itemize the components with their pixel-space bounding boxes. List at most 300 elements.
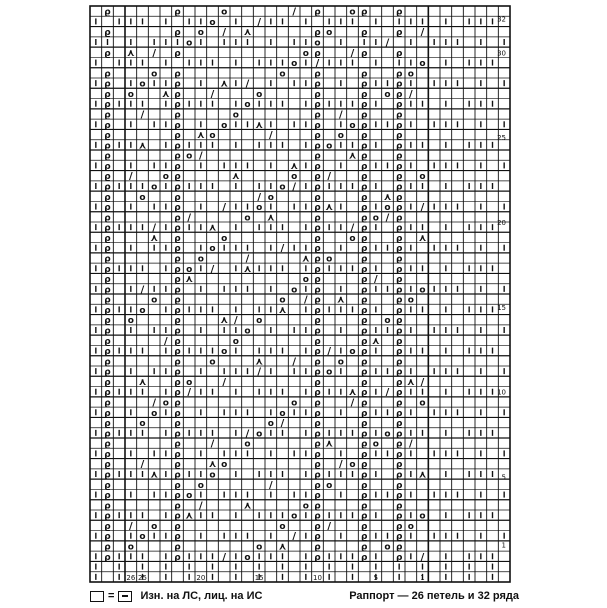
twisted-knit-symbol: ϱ <box>174 110 181 121</box>
decrease-symbol: / <box>339 459 343 471</box>
double-decrease-symbol: ⋏ <box>138 140 147 152</box>
twisted-knit-symbol: ϱ <box>395 69 403 80</box>
twisted-knit-symbol: ϱ <box>395 305 403 316</box>
twisted-knit-symbol: ϱ <box>174 347 181 358</box>
twisted-knit-symbol: ϱ <box>395 491 403 502</box>
twisted-knit-symbol: ϱ <box>174 439 181 450</box>
twisted-knit-symbol: ϱ <box>174 367 181 378</box>
twisted-knit-symbol: ϱ <box>174 275 181 286</box>
twisted-knit-symbol: ϱ <box>174 460 181 471</box>
yarn-over-symbol: o <box>419 59 426 70</box>
twisted-knit-symbol: ϱ <box>395 398 403 409</box>
decrease-symbol: / <box>327 171 331 183</box>
twisted-knit-symbol: ϱ <box>104 120 111 131</box>
yarn-over-symbol: o <box>139 192 146 203</box>
double-decrease-symbol: ⋏ <box>243 500 252 512</box>
twisted-knit-symbol: ϱ <box>360 100 368 111</box>
twisted-knit-symbol: ϱ <box>360 347 368 358</box>
twisted-knit-symbol: ϱ <box>104 470 111 481</box>
double-decrease-symbol: ⋏ <box>196 130 205 142</box>
twisted-knit-symbol: ϱ <box>360 7 368 18</box>
yarn-over-symbol: o <box>279 408 286 419</box>
yarn-over-symbol: o <box>372 439 379 450</box>
yarn-over-symbol: o <box>256 316 263 327</box>
twisted-knit-symbol: ϱ <box>395 110 403 121</box>
twisted-knit-symbol: ϱ <box>360 542 368 553</box>
twisted-knit-symbol: ϱ <box>314 172 321 183</box>
decrease-symbol: / <box>129 171 133 183</box>
double-decrease-symbol: ⋏ <box>208 222 217 234</box>
twisted-knit-symbol: ϱ <box>104 203 111 214</box>
twisted-knit-symbol: ϱ <box>360 491 368 502</box>
twisted-knit-symbol: ϱ <box>395 316 403 327</box>
twisted-knit-symbol: ϱ <box>314 439 321 450</box>
twisted-knit-symbol: ϱ <box>314 120 321 131</box>
rapport-caption: Раппорт — 26 петель и 32 ряда <box>349 590 519 602</box>
yarn-over-symbol: o <box>279 182 286 193</box>
twisted-knit-symbol: ϱ <box>314 275 321 286</box>
yarn-over-symbol: o <box>267 192 274 203</box>
twisted-knit-symbol: ϱ <box>174 419 181 430</box>
yarn-over-symbol: o <box>186 377 193 388</box>
decrease-symbol: / <box>292 181 296 193</box>
yarn-over-symbol: o <box>221 7 228 18</box>
yarn-over-symbol: o <box>256 89 263 100</box>
yarn-over-symbol: o <box>291 511 298 522</box>
twisted-knit-symbol: ϱ <box>360 336 368 347</box>
yarn-over-symbol: o <box>291 398 298 409</box>
yarn-over-symbol: o <box>384 203 391 214</box>
twisted-knit-symbol: ϱ <box>314 532 321 543</box>
twisted-knit-symbol: ϱ <box>174 511 181 522</box>
twisted-knit-symbol: ϱ <box>314 110 321 121</box>
twisted-knit-symbol: ϱ <box>314 501 321 512</box>
decrease-symbol: / <box>234 315 238 327</box>
twisted-knit-symbol: ϱ <box>395 264 403 275</box>
double-decrease-symbol: ⋏ <box>406 376 415 388</box>
decrease-symbol: / <box>257 16 261 28</box>
twisted-knit-symbol: ϱ <box>395 7 403 18</box>
decrease-symbol: / <box>385 212 390 224</box>
twisted-knit-symbol: ϱ <box>314 182 321 193</box>
twisted-knit-symbol: ϱ <box>174 131 181 142</box>
twisted-knit-symbol: ϱ <box>360 141 368 152</box>
twisted-knit-symbol: ϱ <box>104 419 111 430</box>
twisted-knit-symbol: ϱ <box>314 336 321 347</box>
yarn-over-symbol: o <box>221 233 228 244</box>
twisted-knit-symbol: ϱ <box>395 28 403 39</box>
twisted-knit-symbol: ϱ <box>360 151 368 162</box>
twisted-knit-symbol: ϱ <box>174 305 181 316</box>
twisted-knit-symbol: ϱ <box>395 336 403 347</box>
double-decrease-symbol: ⋏ <box>371 335 380 347</box>
twisted-knit-symbol: ϱ <box>395 542 403 553</box>
double-decrease-symbol: ⋏ <box>348 150 357 162</box>
twisted-knit-symbol: ϱ <box>314 7 321 18</box>
row-number-label: 10 <box>497 388 506 397</box>
double-decrease-symbol: ⋏ <box>220 315 229 327</box>
yarn-over-symbol: o <box>162 398 169 409</box>
stitch-number-label: 25 <box>138 574 147 582</box>
twisted-knit-symbol: ϱ <box>395 48 403 59</box>
twisted-knit-symbol: ϱ <box>395 532 403 543</box>
double-decrease-symbol: ⋏ <box>418 232 427 244</box>
decrease-symbol: / <box>257 366 261 378</box>
stitch-number-label: 15 <box>254 574 264 582</box>
yarn-over-symbol: o <box>419 511 426 522</box>
twisted-knit-symbol: ϱ <box>360 377 368 388</box>
twisted-knit-symbol: ϱ <box>174 398 181 409</box>
twisted-knit-symbol: ϱ <box>395 480 403 491</box>
twisted-knit-symbol: ϱ <box>360 285 368 296</box>
twisted-knit-symbol: ϱ <box>104 192 111 203</box>
twisted-knit-symbol: ϱ <box>360 161 368 172</box>
twisted-knit-symbol: ϱ <box>314 377 321 388</box>
twisted-knit-symbol: ϱ <box>104 449 111 460</box>
decrease-symbol: / <box>245 428 250 440</box>
yarn-over-symbol: o <box>244 100 251 111</box>
yarn-over-symbol: o <box>419 398 426 409</box>
double-decrease-symbol: ⋏ <box>255 119 264 131</box>
yarn-over-symbol: o <box>186 151 193 162</box>
yarn-over-symbol: o <box>419 172 426 183</box>
yarn-over-symbol: o <box>197 254 204 265</box>
twisted-knit-symbol: ϱ <box>360 357 368 368</box>
twisted-knit-symbol: ϱ <box>104 408 111 419</box>
yarn-over-symbol: o <box>221 460 228 471</box>
twisted-knit-symbol: ϱ <box>360 182 368 193</box>
twisted-knit-symbol: ϱ <box>314 48 321 59</box>
twisted-knit-symbol: ϱ <box>360 192 368 203</box>
twisted-knit-symbol: ϱ <box>174 89 181 100</box>
twisted-knit-symbol: ϱ <box>174 254 181 265</box>
twisted-knit-symbol: ϱ <box>395 326 403 337</box>
twisted-knit-symbol: ϱ <box>104 69 111 80</box>
twisted-knit-symbol: ϱ <box>174 326 181 337</box>
yarn-over-symbol: o <box>384 542 391 553</box>
row-number-label: 15 <box>497 303 506 312</box>
yarn-over-symbol: o <box>221 347 228 358</box>
twisted-knit-symbol: ϱ <box>104 552 111 563</box>
twisted-knit-symbol: ϱ <box>174 336 181 347</box>
twisted-knit-symbol: ϱ <box>360 89 368 100</box>
decrease-symbol: / <box>210 88 215 100</box>
twisted-knit-symbol: ϱ <box>314 100 321 111</box>
twisted-knit-symbol: ϱ <box>360 408 368 419</box>
decrease-symbol: / <box>152 47 156 59</box>
yarn-over-symbol: o <box>291 59 298 70</box>
twisted-knit-symbol: ϱ <box>174 233 181 244</box>
twisted-knit-symbol: ϱ <box>395 511 403 522</box>
twisted-knit-symbol: ϱ <box>314 408 321 419</box>
twisted-knit-symbol: ϱ <box>395 285 403 296</box>
twisted-knit-symbol: ϱ <box>314 285 321 296</box>
twisted-knit-symbol: ϱ <box>314 460 321 471</box>
twisted-knit-symbol: ϱ <box>360 501 368 512</box>
twisted-knit-symbol: ϱ <box>395 408 403 419</box>
twisted-knit-symbol: ϱ <box>174 285 181 296</box>
twisted-knit-symbol: ϱ <box>395 521 403 532</box>
decrease-symbol: / <box>269 479 273 491</box>
decrease-symbol: / <box>280 418 285 430</box>
row-number-label: 5 <box>501 473 506 482</box>
decrease-symbol: / <box>199 150 203 162</box>
twisted-knit-symbol: ϱ <box>174 449 181 460</box>
twisted-knit-symbol: ϱ <box>104 326 111 337</box>
yarn-over-symbol: o <box>314 38 321 49</box>
twisted-knit-symbol: ϱ <box>174 182 181 193</box>
decrease-symbol: / <box>315 58 320 70</box>
yarn-over-symbol: o <box>326 480 333 491</box>
twisted-knit-symbol: ϱ <box>104 213 111 224</box>
decrease-symbol: / <box>140 109 145 121</box>
decrease-symbol: / <box>152 222 156 234</box>
yarn-over-symbol: o <box>349 347 356 358</box>
double-decrease-symbol: ⋏ <box>208 459 217 471</box>
twisted-knit-symbol: ϱ <box>360 69 368 80</box>
yarn-over-symbol: o <box>186 264 193 275</box>
yarn-over-symbol: o <box>232 110 239 121</box>
decrease-symbol: / <box>222 27 226 39</box>
twisted-knit-symbol: ϱ <box>314 69 321 80</box>
decrease-symbol: / <box>350 222 355 234</box>
twisted-knit-symbol: ϱ <box>174 48 181 59</box>
decrease-symbol: / <box>327 520 331 532</box>
twisted-knit-symbol: ϱ <box>104 532 111 543</box>
twisted-knit-symbol: ϱ <box>360 28 368 39</box>
twisted-knit-symbol: ϱ <box>395 254 403 265</box>
twisted-knit-symbol: ϱ <box>174 429 181 440</box>
twisted-knit-symbol: ϱ <box>395 429 403 440</box>
twisted-knit-symbol: ϱ <box>395 100 403 111</box>
twisted-knit-symbol: ϱ <box>314 28 321 39</box>
decrease-symbol: / <box>339 109 343 121</box>
yarn-over-symbol: o <box>349 233 356 244</box>
twisted-knit-symbol: ϱ <box>360 203 368 214</box>
twisted-knit-symbol: ϱ <box>104 316 111 327</box>
decrease-symbol: / <box>385 387 390 399</box>
twisted-knit-symbol: ϱ <box>360 552 368 563</box>
yarn-over-symbol: o <box>337 131 344 142</box>
double-decrease-symbol: ⋏ <box>185 510 194 522</box>
twisted-knit-symbol: ϱ <box>104 388 111 399</box>
twisted-knit-symbol: ϱ <box>104 264 111 275</box>
double-decrease-symbol: ⋏ <box>336 294 345 306</box>
twisted-knit-symbol: ϱ <box>104 7 111 18</box>
yarn-over-symbol: o <box>209 131 216 142</box>
twisted-knit-symbol: ϱ <box>314 419 321 430</box>
twisted-knit-symbol: ϱ <box>360 244 368 255</box>
twisted-knit-symbol: ϱ <box>104 182 111 193</box>
twisted-knit-symbol: ϱ <box>395 275 403 286</box>
double-decrease-symbol: ⋏ <box>243 263 252 275</box>
row-number-label: 1 <box>501 541 506 550</box>
twisted-knit-symbol: ϱ <box>174 213 181 224</box>
decrease-symbol: / <box>420 27 425 39</box>
twisted-knit-symbol: ϱ <box>395 161 403 172</box>
row-number-label: 20 <box>497 219 506 227</box>
twisted-knit-symbol: ϱ <box>174 203 181 214</box>
double-decrease-symbol: ⋏ <box>220 78 229 90</box>
twisted-knit-symbol: ϱ <box>360 295 368 306</box>
yarn-over-symbol: o <box>197 28 204 39</box>
decrease-symbol: / <box>327 346 331 358</box>
yarn-over-symbol: o <box>151 69 158 80</box>
twisted-knit-symbol: ϱ <box>104 233 111 244</box>
twisted-knit-symbol: ϱ <box>360 264 368 275</box>
double-decrease-symbol: ⋏ <box>150 469 159 481</box>
twisted-knit-symbol: ϱ <box>395 449 403 460</box>
twisted-knit-symbol: ϱ <box>104 460 111 471</box>
yarn-over-symbol: o <box>326 367 333 378</box>
twisted-knit-symbol: ϱ <box>104 244 111 255</box>
twisted-knit-symbol: ϱ <box>174 192 181 203</box>
twisted-knit-symbol: ϱ <box>104 48 111 59</box>
twisted-knit-symbol: ϱ <box>395 552 403 563</box>
yarn-over-symbol: o <box>267 419 274 430</box>
double-decrease-symbol: ⋏ <box>278 304 287 316</box>
yarn-over-symbol: o <box>197 480 204 491</box>
legend-text: Изн. на ЛС, лиц. на ИС <box>140 590 263 602</box>
twisted-knit-symbol: ϱ <box>314 141 321 152</box>
twisted-knit-symbol: ϱ <box>360 305 368 316</box>
decrease-symbol: / <box>210 438 215 450</box>
decrease-symbol: / <box>187 212 191 224</box>
twisted-knit-symbol: ϱ <box>104 491 111 502</box>
twisted-knit-symbol: ϱ <box>104 439 111 450</box>
decrease-symbol: / <box>164 335 168 347</box>
twisted-knit-symbol: ϱ <box>174 408 181 419</box>
double-decrease-symbol: ⋏ <box>290 160 299 172</box>
twisted-knit-symbol: ϱ <box>314 491 321 502</box>
twisted-knit-symbol: ϱ <box>104 89 111 100</box>
twisted-knit-symbol: ϱ <box>360 470 368 481</box>
twisted-knit-symbol: ϱ <box>360 460 368 471</box>
twisted-knit-symbol: ϱ <box>395 192 403 203</box>
twisted-knit-symbol: ϱ <box>174 521 181 532</box>
twisted-knit-symbol: ϱ <box>104 28 111 39</box>
decrease-symbol: / <box>152 397 156 409</box>
twisted-knit-symbol: ϱ <box>174 377 181 388</box>
twisted-knit-symbol: ϱ <box>174 295 181 306</box>
twisted-knit-symbol: ϱ <box>174 120 181 131</box>
decrease-symbol: / <box>292 356 296 368</box>
twisted-knit-symbol: ϱ <box>360 511 368 522</box>
twisted-knit-symbol: ϱ <box>104 172 111 183</box>
decrease-symbol: / <box>409 438 413 450</box>
yarn-over-symbol: o <box>349 120 356 131</box>
twisted-knit-symbol: ϱ <box>395 141 403 152</box>
decrease-symbol: / <box>385 37 390 49</box>
twisted-knit-symbol: ϱ <box>360 213 368 224</box>
double-decrease-symbol: ⋏ <box>255 356 264 368</box>
decrease-symbol: / <box>210 263 215 275</box>
yarn-over-symbol: o <box>151 521 158 532</box>
twisted-knit-symbol: ϱ <box>314 347 321 358</box>
twisted-knit-symbol: ϱ <box>360 388 368 399</box>
double-decrease-symbol: ⋏ <box>301 253 310 265</box>
yarn-over-symbol: o <box>384 429 391 440</box>
decrease-symbol: / <box>374 274 378 286</box>
twisted-knit-symbol: ϱ <box>174 491 181 502</box>
decrease-symbol: / <box>187 387 191 399</box>
decrease-symbol: / <box>257 191 261 203</box>
yarn-over-symbol: o <box>209 470 216 481</box>
yarn-over-symbol: o <box>302 275 309 286</box>
twisted-knit-symbol: ϱ <box>395 347 403 358</box>
yarn-over-symbol: o <box>209 357 216 368</box>
legend-equals: = <box>108 590 115 602</box>
yarn-over-symbol: o <box>256 203 263 214</box>
twisted-knit-symbol: ϱ <box>314 316 321 327</box>
twisted-knit-symbol: ϱ <box>104 285 111 296</box>
row-number-label: 30 <box>497 49 506 58</box>
decrease-symbol: / <box>245 253 250 265</box>
twisted-knit-symbol: ϱ <box>395 182 403 193</box>
yarn-over-symbol: o <box>291 285 298 296</box>
decrease-symbol: / <box>420 376 425 388</box>
yarn-over-symbol: o <box>326 28 333 39</box>
twisted-knit-symbol: ϱ <box>104 100 111 111</box>
twisted-knit-symbol: ϱ <box>360 316 368 327</box>
twisted-knit-symbol: ϱ <box>314 511 321 522</box>
decrease-symbol: / <box>222 376 226 388</box>
yarn-over-symbol: o <box>209 244 216 255</box>
twisted-knit-symbol: ϱ <box>104 480 111 491</box>
decrease-symbol: / <box>269 130 273 142</box>
twisted-knit-symbol: ϱ <box>395 501 403 512</box>
twisted-knit-symbol: ϱ <box>314 429 321 440</box>
double-decrease-symbol: ⋏ <box>243 27 252 39</box>
twisted-knit-symbol: ϱ <box>174 69 181 80</box>
yarn-over-symbol: o <box>151 182 158 193</box>
yarn-over-symbol: o <box>244 552 251 563</box>
stitch-number-label: 10 <box>313 574 322 582</box>
twisted-knit-symbol: ϱ <box>104 501 111 512</box>
double-decrease-symbol: ⋏ <box>348 387 357 399</box>
yarn-over-symbol: o <box>256 542 263 553</box>
twisted-knit-symbol: ϱ <box>360 48 368 59</box>
twisted-knit-symbol: ϱ <box>395 151 403 162</box>
twisted-knit-symbol: ϱ <box>360 419 368 430</box>
yarn-over-symbol: o <box>279 69 286 80</box>
twisted-knit-symbol: ϱ <box>104 141 111 152</box>
yarn-over-symbol: o <box>384 89 391 100</box>
twisted-knit-symbol: ϱ <box>314 552 321 563</box>
double-decrease-symbol: ⋏ <box>418 469 427 481</box>
twisted-knit-symbol: ϱ <box>395 131 403 142</box>
yarn-over-symbol: o <box>186 38 193 49</box>
twisted-knit-symbol: ϱ <box>174 532 181 543</box>
twisted-knit-symbol: ϱ <box>314 264 321 275</box>
double-decrease-symbol: ⋏ <box>266 212 275 224</box>
decrease-symbol: / <box>280 243 285 255</box>
twisted-knit-symbol: ϱ <box>395 357 403 368</box>
twisted-knit-symbol: ϱ <box>104 110 111 121</box>
twisted-knit-symbol: ϱ <box>314 192 321 203</box>
twisted-knit-symbol: ϱ <box>314 89 321 100</box>
yarn-over-symbol: o <box>407 69 414 80</box>
twisted-knit-symbol: ϱ <box>395 419 403 430</box>
twisted-knit-symbol: ϱ <box>104 367 111 378</box>
stitch-number-label: 5 <box>373 574 379 582</box>
twisted-knit-symbol: ϱ <box>104 295 111 306</box>
twisted-knit-symbol: ϱ <box>395 79 403 90</box>
twisted-knit-symbol: ϱ <box>314 244 321 255</box>
legend <box>90 588 262 604</box>
decrease-symbol: / <box>222 202 226 214</box>
decrease-symbol: / <box>199 500 203 512</box>
